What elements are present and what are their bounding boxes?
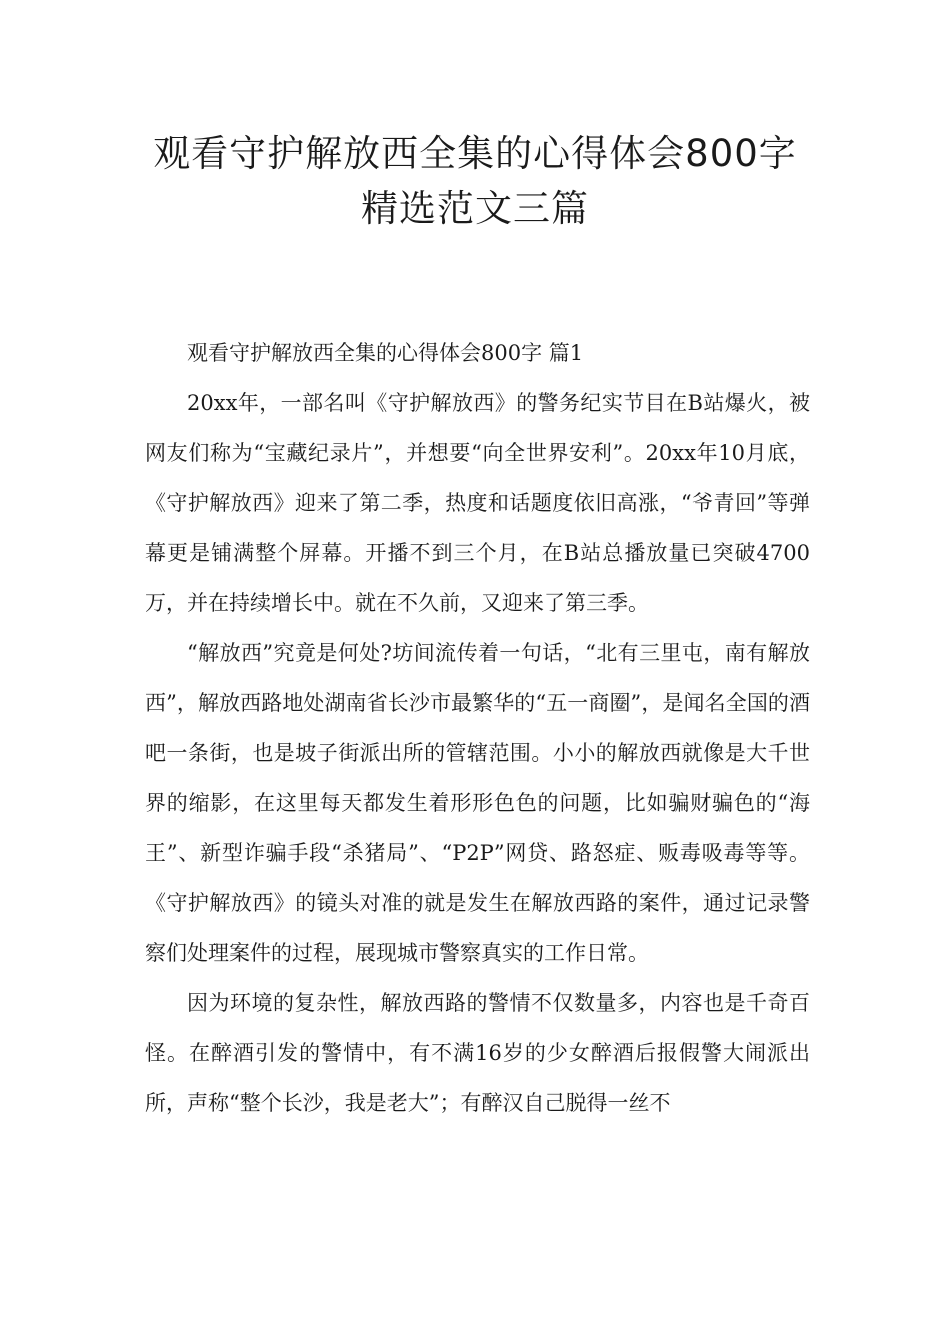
section-heading: 观看守护解放西全集的心得体会800字 篇1 (187, 341, 584, 365)
paragraph-1: 20xx年，一部名叫《守护解放西》的警务纪实节目在B站爆火，被网友们称为“宝藏纪录片”，并想要“向全世界安利”。20xx年10月底，《守护解放西》迎来了第二季，热度和话题度依旧高涨，“爷青回”等弹幕更是铺满整个屏幕。开播不到三个月，在B站总播放量已突破4700万，并在持续增长中。就在不久前，又迎来了第三季。 (145, 391, 810, 615)
document-body (145, 328, 810, 1128)
paragraph-3: 因为环境的复杂性，解放西路的警情不仅数量多，内容也是千奇百怪。在醉酒引发的警情中，有不满16岁的少女醉酒后报假警大闹派出所，声称“整个长沙，我是老大”；有醉汉自己脱得一丝不 (145, 991, 810, 1115)
document-title-line-2: 精选范文三篇 (361, 187, 589, 230)
paragraph-2: “解放西”究竟是何处?坊间流传着一句话，“北有三里屯，南有解放西”，解放西路地处湖南省长沙市最繁华的“五一商圈”，是闻名全国的酒吧一条街，也是坡子街派出所的管辖范围。小小的解放西就像是大千世界的缩影，在这里每天都发生着形形色色的问题，比如骗财骗色的“海王”、新型诈骗手段“杀猪局”、“P2P”网贷、路怒症、贩毒吸毒等等。《守护解放西》的镜头对准的就是发生在解放西路的案件，通过记录警察们处理案件的过程，展现城市警察真实的工作日常。 (145, 641, 810, 965)
document-title-line-1: 观看守护解放西全集的心得体会800字 (153, 132, 797, 175)
